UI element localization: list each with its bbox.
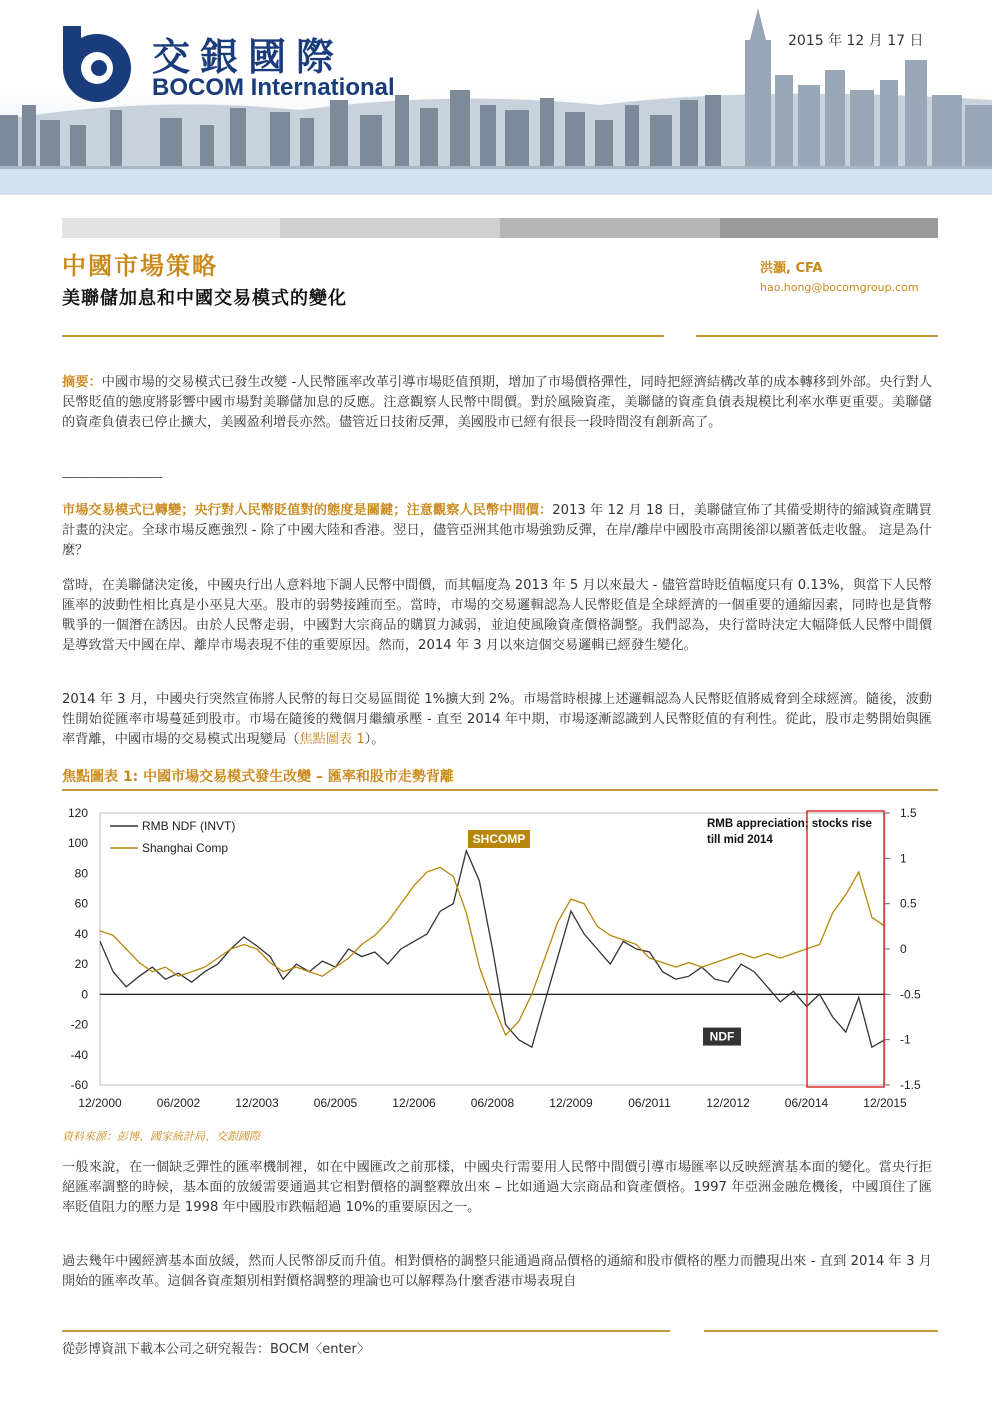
- x-axis-tick-label: 06/2008: [470, 1096, 515, 1110]
- period-annotation: RMB appreciation; stocks rise: [707, 818, 872, 830]
- footer-rule: [62, 1330, 670, 1332]
- right-axis-tick-label: 1: [900, 851, 907, 866]
- left-axis-tick-label: 80: [74, 866, 88, 881]
- x-axis-tick-label: 12/2000: [78, 1096, 122, 1110]
- author-email[interactable]: hao.hong@bocomgroup.com: [760, 281, 919, 294]
- x-axis-tick-label: 12/2009: [549, 1096, 593, 1110]
- section-paragraph: [62, 690, 932, 750]
- left-axis-tick-label: -20: [70, 1017, 88, 1032]
- legend-label: Shanghai Comp: [142, 841, 229, 855]
- section-text: 當時，在美聯儲決定後，中國央行出人意料地下調人民幣中間價，而其幅度為 2013 年 5 月以來最大 - 儘管當時貶值幅度只有 0.13%，與當下人民幣匯率的波動性相比真是小巫見大巫。股市的弱勢接踵而至。當時，市場的交易邏輯認為人民幣貶值是全球經濟的一個重要的通縮因素，同時也是貨幣戰爭的一個潛在誘因。由於人民幣走弱，中國對大宗商品的購買力減弱，並迫使風險資產價格調整。我們認為，央行當時決定大幅降低人民幣中間價是導致當天中國在岸、離岸市場表現不佳的重要原因。然而，2014 年 3 月以來這個交易邏輯已經發生變化。: [62, 578, 932, 653]
- right-axis-tick-label: 1.5: [900, 806, 917, 820]
- line-chart: [0, 795, 992, 1125]
- header-divider-bar: [62, 218, 280, 238]
- right-axis-tick-label: 0.5: [900, 896, 917, 911]
- section-label: 市場交易模式已轉變；央行對人民幣貶值對的態度是關鍵；注意觀察人民幣中間價：: [62, 503, 553, 518]
- left-axis-tick-label: 60: [74, 896, 88, 911]
- left-axis-tick-label: 20: [74, 957, 88, 972]
- left-axis-tick-label: -60: [70, 1078, 88, 1092]
- left-axis-tick-label: 100: [67, 836, 88, 851]
- right-axis-tick-label: -1.5: [900, 1078, 921, 1092]
- chart-source: 資料來源：彭博、國家統計局、交銀國際: [62, 1130, 260, 1143]
- x-axis-tick-label: 06/2005: [313, 1096, 358, 1110]
- chart-reference-link[interactable]: 焦點圖表 1: [299, 732, 365, 747]
- left-axis-tick-label: 40: [74, 926, 88, 941]
- x-axis-tick-label: 06/2011: [628, 1096, 671, 1110]
- header-banner: [0, 0, 992, 195]
- brand-name-en: BOCOM International: [152, 74, 395, 101]
- header-divider-bar: [280, 218, 500, 238]
- x-axis-tick-label: 06/2014: [784, 1096, 829, 1110]
- report-date: 2015 年 12 月 17 日: [788, 33, 924, 49]
- summary-paragraph: [62, 373, 932, 433]
- highlight-box: [807, 811, 884, 1087]
- title-rule: [696, 335, 938, 337]
- author-name: 洪灝, CFA: [760, 261, 823, 276]
- shcomp-badge-label: SHCOMP: [472, 832, 526, 846]
- report-title: 中國市場策略: [62, 251, 218, 280]
- x-axis-tick-label: 12/2003: [235, 1096, 279, 1110]
- x-axis-tick-label: 12/2015: [863, 1096, 907, 1110]
- section-text: 2013 年 12 月 18 日，美聯儲宣佈了其備受期待的縮減資產購買計畫的決定。全球市場反應強烈 - 除了中國大陸和香港。翌日，儘管亞洲其他市場強勁反彈，在岸/離岸中國股市高開後卻以顯著低走收盤。 這是為什麼？: [62, 503, 932, 558]
- section-text-tail: ）。: [364, 732, 385, 747]
- summary-text: 中國市場的交易模式已發生改變 -人民幣匯率改革引導市場貶值預期，增加了市場價格彈性，同時把經濟結構改革的成本轉移到外部。央行對人民幣貶值的態度將影響中國市場對美聯儲加息的反應。注意觀察人民幣中間價。對於風險資產，美聯儲的資產負債表規模比利率水準更重要。美聯儲的資產負債表已停止擴大，美國盈利增長亦然。儘管近日技術反彈，美國股市已經有很長一段時間沒有創新高了。: [62, 375, 933, 430]
- x-axis-tick-label: 12/2006: [392, 1096, 436, 1110]
- chart-title-rule: [62, 789, 938, 791]
- footer-rule: [704, 1330, 938, 1332]
- ndf-badge-label: NDF: [709, 1029, 735, 1044]
- period-annotation: till mid 2014: [707, 834, 773, 846]
- section-text: 2014 年 3 月，中國央行突然宣佈將人民幣的每日交易區間從 1%擴大到 2%。市場當時根據上述邏輯認為人民幣貶值將威脅到全球經濟。隨後，波動性開始從匯率市場蔓延到股市。市場在隨後的幾個月繼續承壓 - 直至 2014 年中期，市場逐漸認識到人民幣貶值的有利性。從此，股市走勢開始與匯率背離，中國市場的交易模式出現變局（: [62, 692, 932, 747]
- header-divider-bar: [500, 218, 720, 238]
- x-axis-tick-label: 12/2012: [706, 1096, 750, 1110]
- section-paragraph: [62, 576, 932, 656]
- x-axis-tick-label: 06/2002: [156, 1096, 201, 1110]
- left-axis-tick-label: 0: [81, 987, 88, 1002]
- right-axis-tick-label: -1: [900, 1032, 911, 1047]
- report-subtitle: 美聯儲加息和中國交易模式的變化: [62, 288, 347, 309]
- title-rule: [62, 335, 664, 337]
- summary-label: 摘要：: [62, 375, 102, 390]
- bocom-logo-icon: [55, 22, 139, 106]
- chart-title: 焦點圖表 1: 中國市場交易模式發生改變 – 匯率和股市走勢背離: [62, 769, 454, 785]
- series-line-ndf: [100, 851, 885, 1047]
- body-paragraph: 過去幾年中國經濟基本面放緩，然而人民幣卻反而升值。相對價格的調整只能通過商品價格的通縮和股市價格的壓力而體現出來 - 直到 2014 年 3 月開始的匯率改革。這個各資產類別相對價格調整的理論也可以解釋為什麼香港市場表現自: [62, 1254, 932, 1289]
- footer-text: 從彭博資訊下載本公司之研究報告：BOCM〈enter〉: [62, 1342, 370, 1357]
- separator: ------------------------------: [62, 470, 162, 484]
- right-axis-tick-label: -0.5: [900, 987, 921, 1002]
- legend-label: RMB NDF (INVT): [142, 819, 236, 833]
- header-divider-bar: [720, 218, 938, 238]
- body-paragraph: 一般來說，在一個缺乏彈性的匯率機制裡，如在中國匯改之前那樣，中國央行需要用人民幣中間價引導市場匯率以反映經濟基本面的變化。當央行拒絕匯率調整的時候，基本面的放緩需要通過其它相對價格的調整釋放出來 – 比如通過大宗商品和資產價格。1997 年亞洲金融危機後，中國頂住了匯率貶值阻力的壓力是 1998 年中國股市跌幅超過 10%的重要原因之一。: [62, 1160, 932, 1215]
- section-paragraph: [62, 501, 932, 561]
- brand-name-cn: 交銀國際: [152, 34, 345, 79]
- left-axis-tick-label: -40: [70, 1047, 88, 1062]
- right-axis-tick-label: 0: [900, 942, 907, 956]
- left-axis-tick-label: 120: [67, 806, 88, 820]
